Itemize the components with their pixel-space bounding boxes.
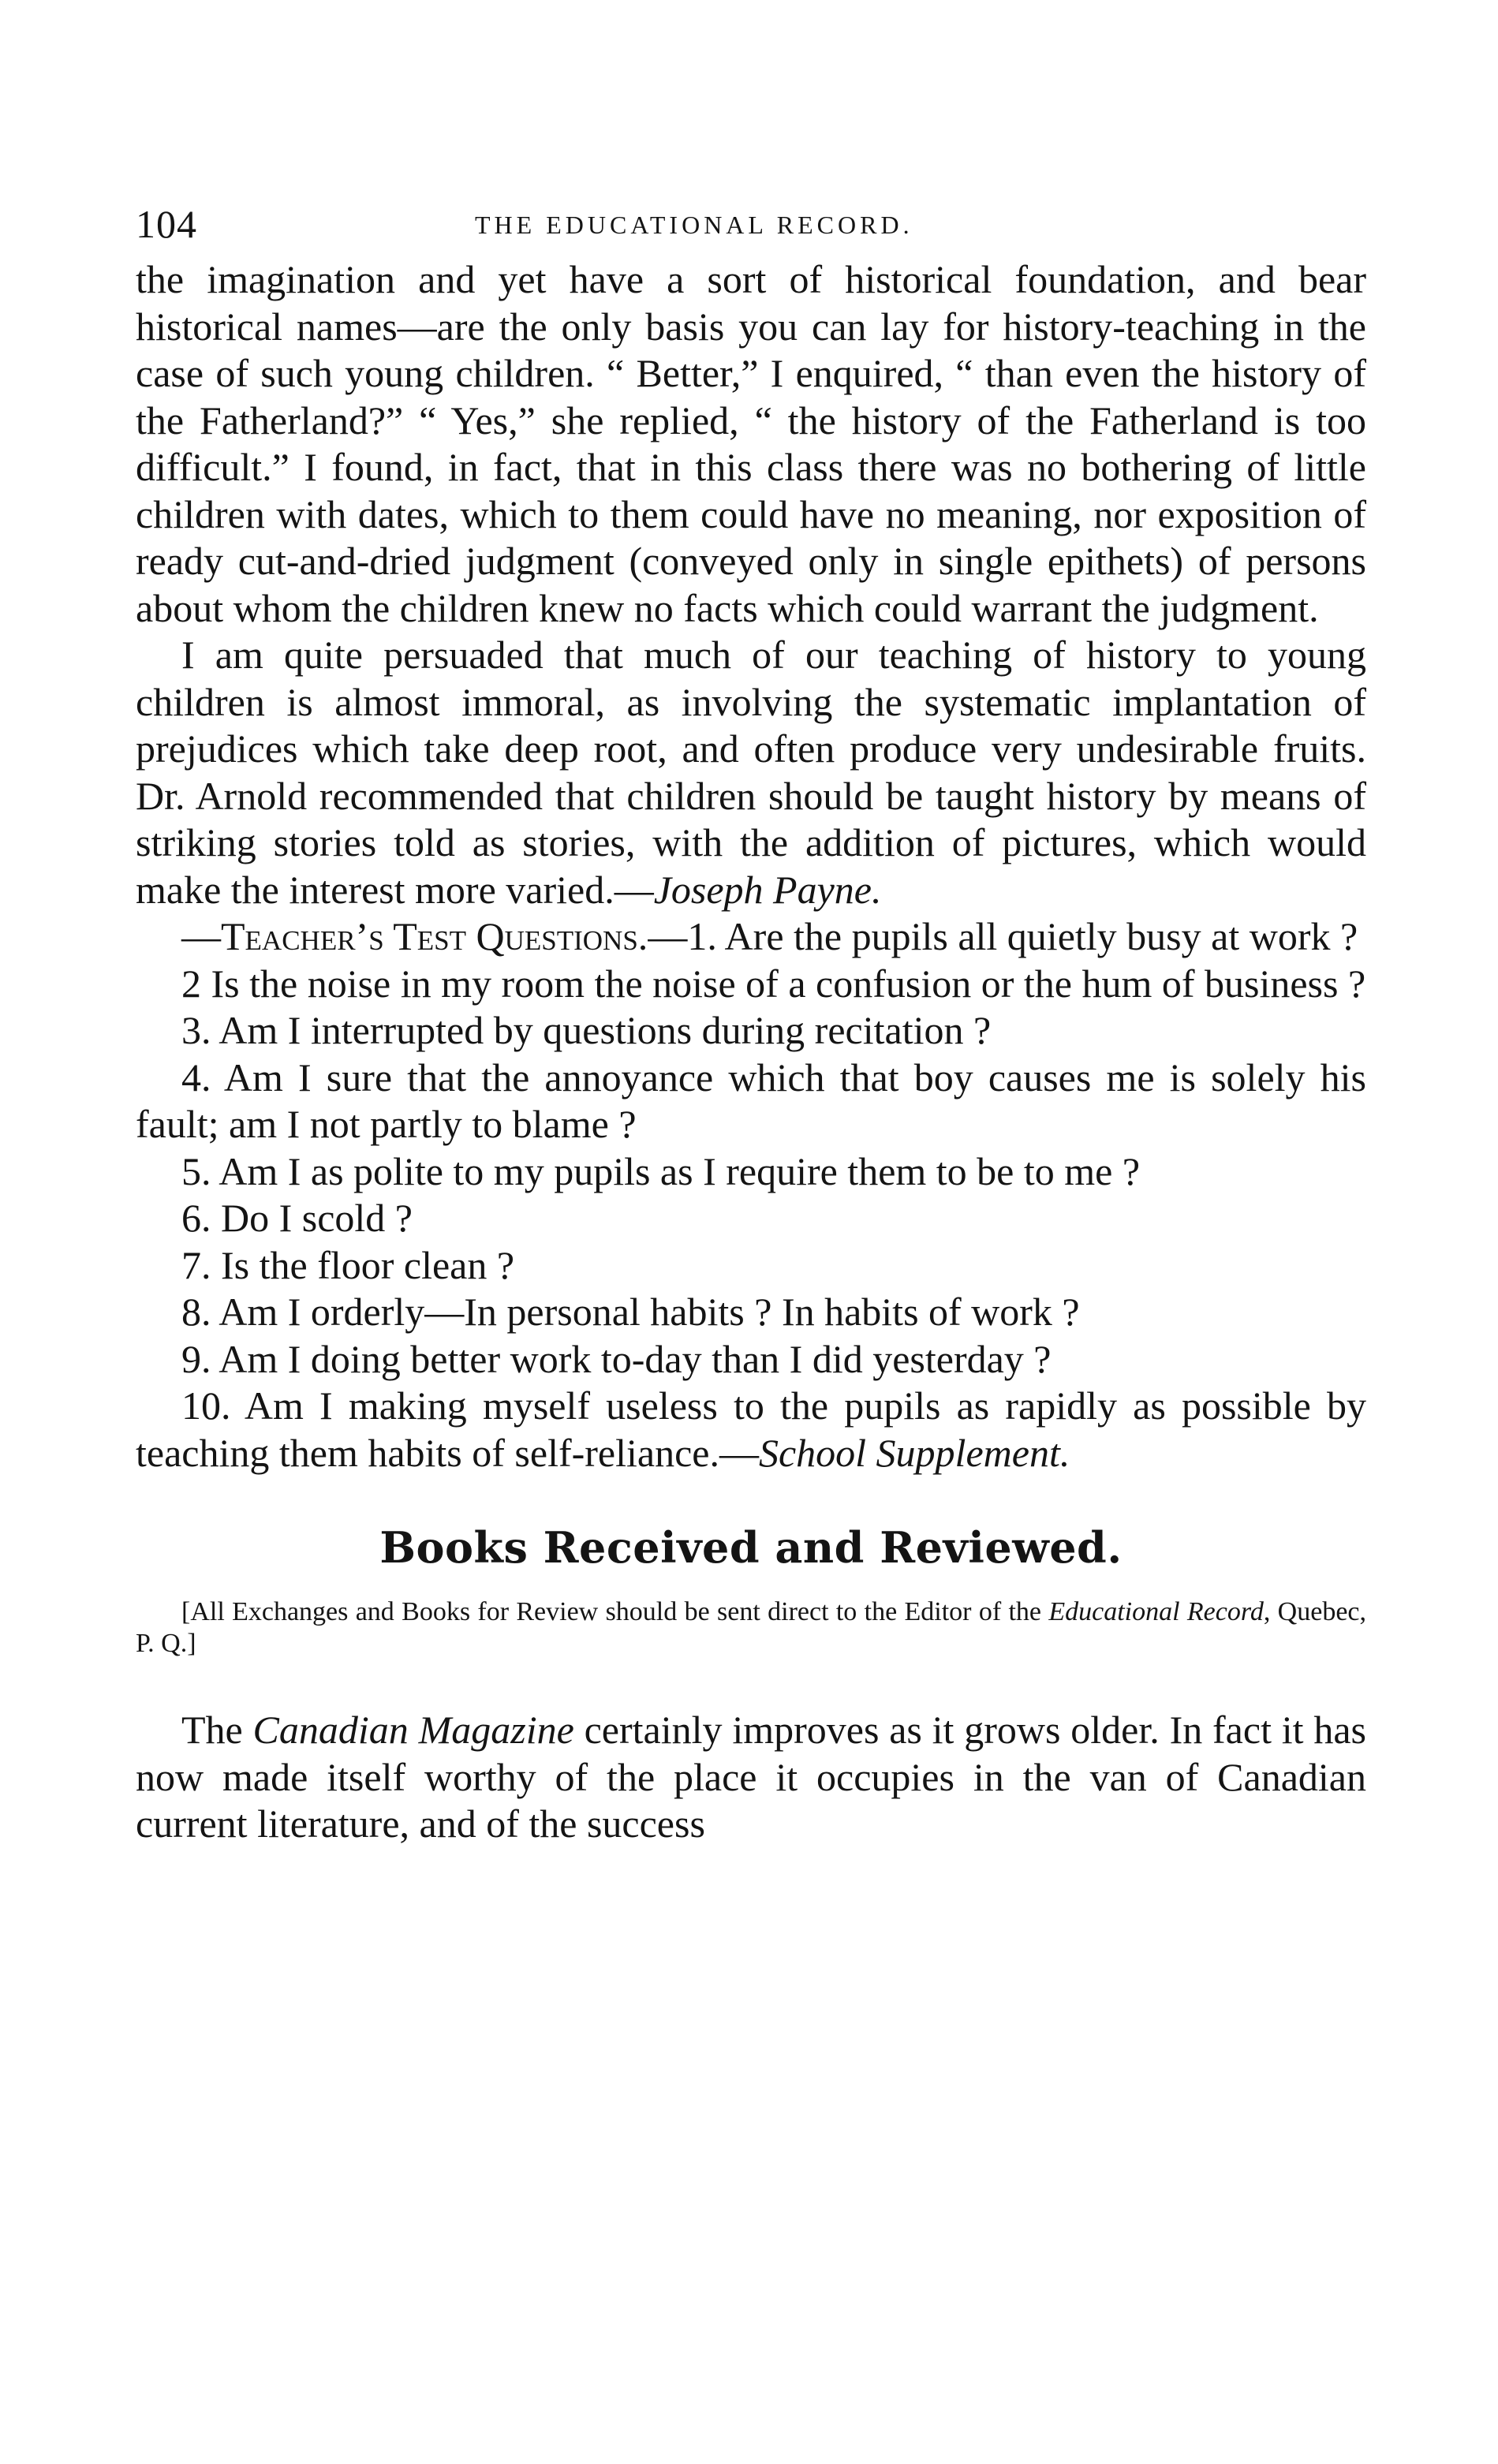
running-header	[136, 201, 1366, 256]
test-question-item: 4. Am I sure that the annoyance which that boy causes me is solely his fault; am I not partly to blame ?	[136, 1055, 1366, 1146]
article-paragraph-2	[136, 632, 1366, 913]
page-number: 104	[136, 202, 197, 246]
review-paragraph	[136, 1707, 1366, 1848]
test-question-item: 7. Is the floor clean ?	[181, 1242, 515, 1287]
test-question-item: 2 Is the noise in my room the noise of a confusion or the hum of business ?	[181, 961, 1366, 1006]
test-questions-list	[136, 961, 1366, 1477]
books-note-text-end: , Quebec, P. Q.]	[136, 1597, 1367, 1658]
books-section-heading: Books Received and Reviewed.	[379, 1522, 1123, 1573]
page	[136, 201, 1366, 1848]
books-note-text-start: [All Exchanges and Books for Review should be sent direct to the Editor of the	[181, 1597, 1049, 1626]
test-question-item: 5. Am I as polite to my pupils as I require them to be to me ?	[181, 1148, 1141, 1193]
test-question-item: 9. Am I doing better work to-day than I did yesterday ?	[181, 1336, 1052, 1381]
test-questions-source: School Supplement.	[758, 1430, 1070, 1475]
article-paragraph-2-text: I am quite persuaded that much of our teaching of history to young children is almost immoral, as involving the systematic implantation of prejudices which take deep root, and often produce very undesirable fruits. Dr. Arnold recommended that children should be taught history by means of striking stories told as stories, with the addition of pictures, which would make the interest more varied.—	[136, 633, 1366, 912]
test-question-item: 8. Am I orderly—In personal habits ? In habits of work ?	[181, 1290, 1080, 1334]
books-editor-note	[136, 1596, 1366, 1659]
test-question-item: 3. Am I interrupted by questions during recitation ?	[181, 1008, 992, 1052]
test-question-1: —1. Are the pupils all quietly busy at work ?	[648, 914, 1358, 958]
running-title: THE EDUCATIONAL RECORD.	[475, 211, 913, 239]
review-text-start: The	[181, 1708, 253, 1752]
test-questions-lead-dash: —	[181, 914, 221, 958]
test-questions-heading: Teacher’s Test Questions.	[221, 914, 648, 958]
test-question-last	[136, 1383, 1366, 1477]
article-paragraph-1: the imagination and yet have a sort of historical foundation, and bear historical names—are the only basis you can lay for history-teaching in the case of such young children. “ Better,” I enquired, “ than even the history of the Fatherland?” “ Yes,” she replied, “ the history of the Fatherland is too difficult.” I found, in fact, that in this class there was no bothering of little children with dates, which to them could have no meaning, nor exposition of ready cut-and-dried judgment (conveyed only in single epithets) of persons about whom the children knew no facts which could warrant the judgment.	[136, 257, 1366, 630]
test-question-item: 6. Do I scold ?	[181, 1196, 413, 1240]
books-note-journal: Educational Record	[1048, 1597, 1264, 1626]
review-text-rest: certainly improves as it grows older. In fact it has now made itself worthy of the place it occupies in the van of Canadian current literature, and of the success	[136, 1708, 1367, 1846]
test-question-10-text: 10. Am I making myself useless to the pupils as rapidly as possible by teaching them habits of self-reliance.—	[136, 1383, 1366, 1475]
article-author: Joseph Payne.	[653, 867, 882, 912]
test-questions-intro	[136, 913, 1366, 961]
review-magazine-title: Canadian Magazine	[252, 1708, 574, 1752]
